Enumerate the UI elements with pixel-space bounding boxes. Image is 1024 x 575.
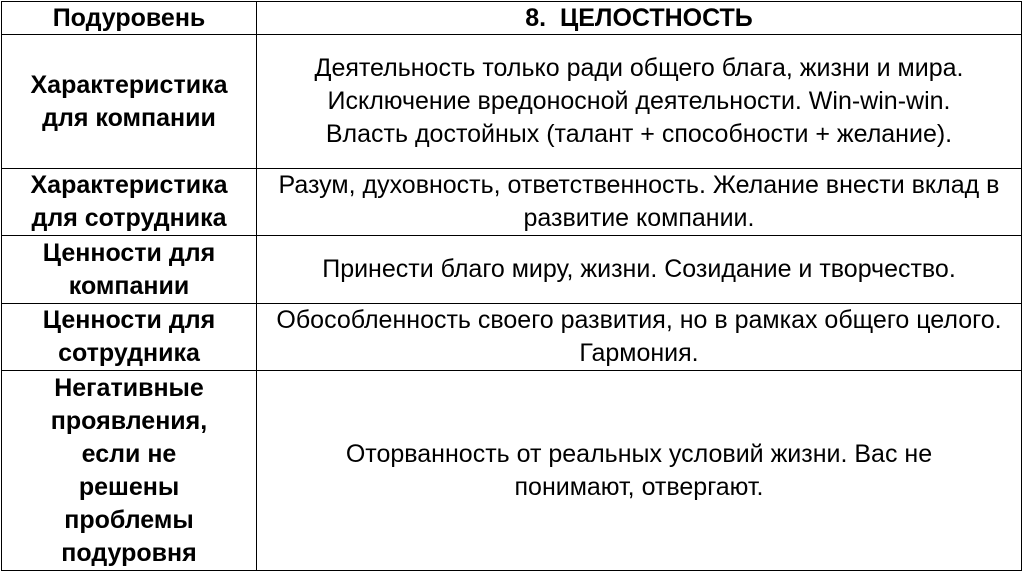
row-text-company-characteristic: Деятельность только ради общего блага, жизни и мира. Исключение вредоносной деятельности. Win-win-win. Власть достойных (талант + способности + желание). bbox=[257, 35, 1022, 169]
row-text-employee-values: Обособленность своего развития, но в рамках общего целого. Гармония. bbox=[257, 304, 1022, 371]
level-title-header: 8. ЦЕЛОСТНОСТЬ bbox=[257, 2, 1022, 35]
level-description-table bbox=[1, 1, 1022, 571]
row-label-employee-values: Ценности для сотрудника bbox=[2, 304, 257, 371]
row-text-employee-characteristic: Разум, духовность, ответственность. Желание внести вклад в развитие компании. bbox=[257, 169, 1022, 236]
row-label-negative-manifestations: Негативные проявления, если не решены проблемы подуровня bbox=[2, 371, 257, 571]
table-row bbox=[2, 169, 1022, 236]
header-row bbox=[2, 2, 1022, 35]
table-row bbox=[2, 371, 1022, 571]
sublevel-header: Подуровень bbox=[2, 2, 257, 35]
row-label-employee-characteristic: Характеристика для сотрудника bbox=[2, 169, 257, 236]
row-text-company-values: Принести благо миру, жизни. Созидание и творчество. bbox=[257, 236, 1022, 304]
table-row bbox=[2, 304, 1022, 371]
table-row bbox=[2, 236, 1022, 304]
row-label-company-characteristic: Характеристика для компании bbox=[2, 35, 257, 169]
table-row bbox=[2, 35, 1022, 169]
row-label-company-values: Ценности для компании bbox=[2, 236, 257, 304]
row-text-negative-manifestations: Оторванность от реальных условий жизни. Вас не понимают, отвергают. bbox=[257, 371, 1022, 571]
